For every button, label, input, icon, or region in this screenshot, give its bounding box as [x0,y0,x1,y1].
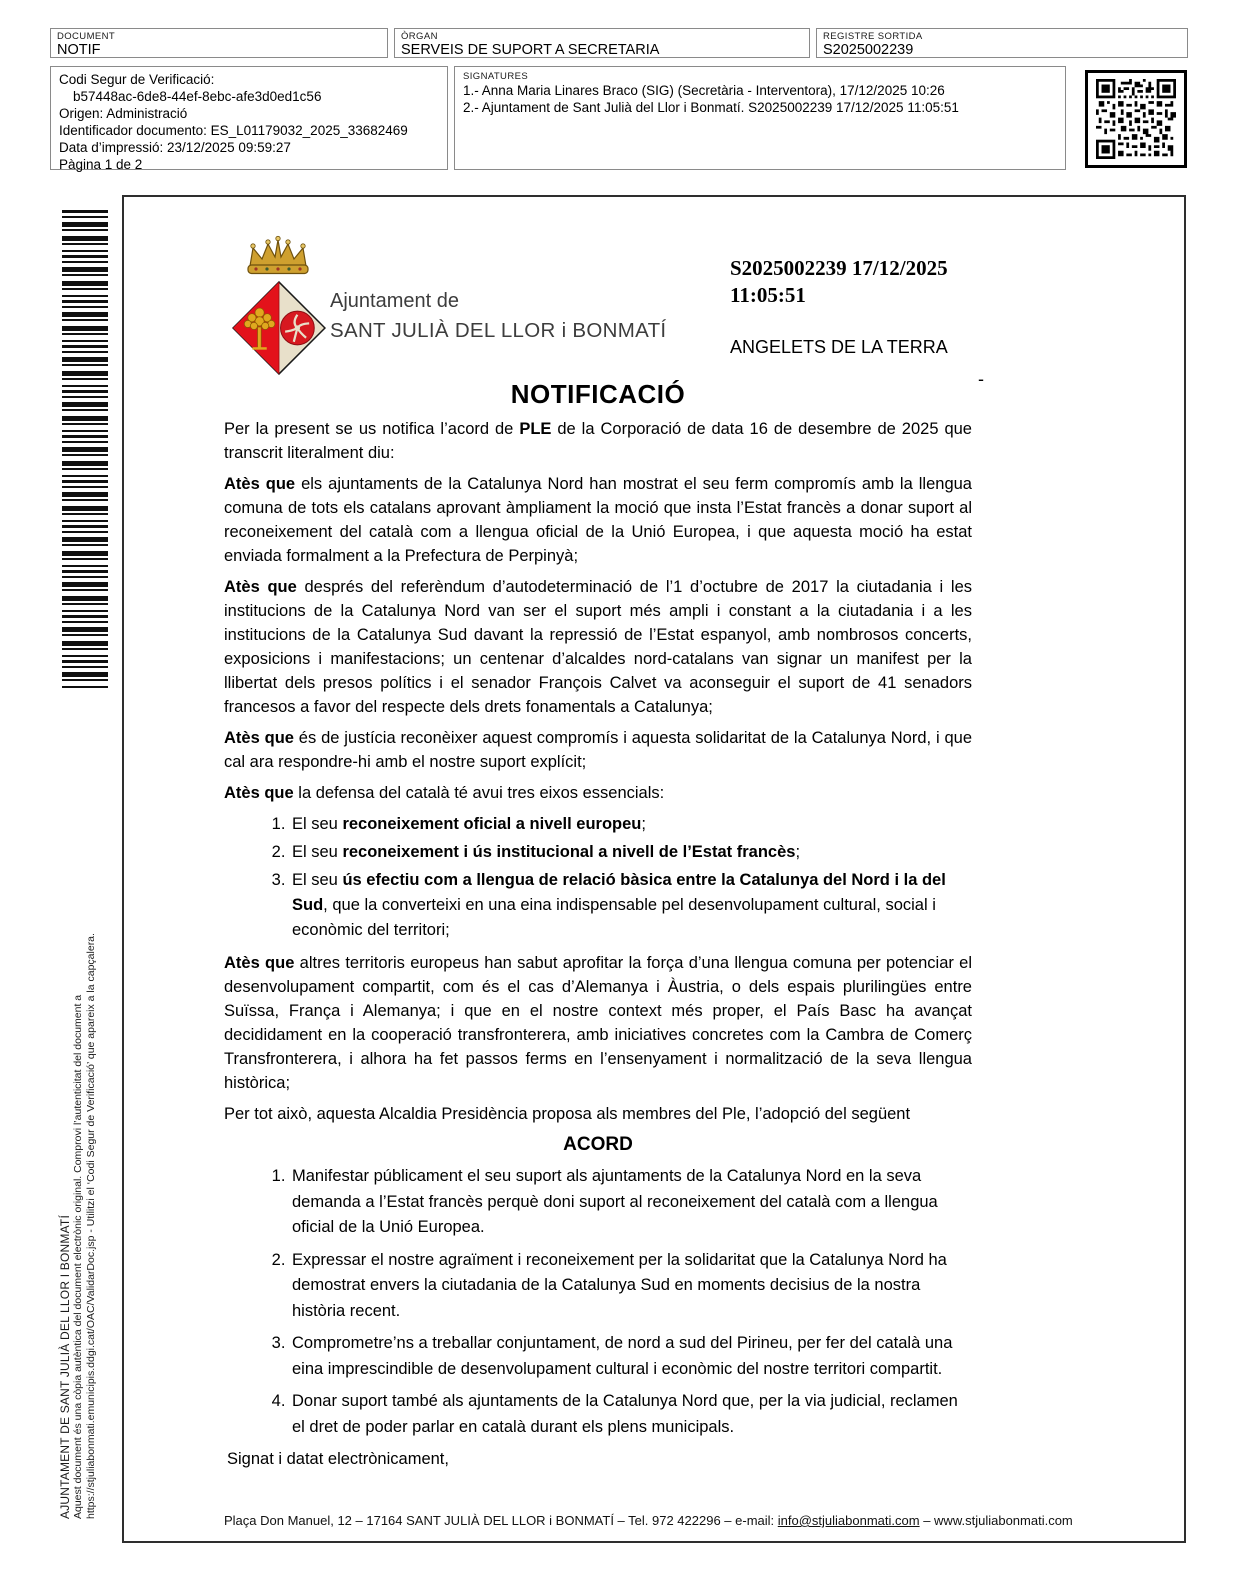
sidebar-org-name: AJUNTAMENT DE SANT JULIÀ DEL LLOR I BONMATÍ [58,1215,72,1519]
acord-item-1: 1. Manifestar públicament el seu suport als ajuntaments de la Catalunya Nord en la seva demanda a l’Estat francès perquè doni suport al reconeixement del català com a llengua oficial de la Unió Europea. [290,1164,972,1241]
eixos-item-2: 2. El seu reconeixement i ús institucional a nivell de l’Estat francès; [290,840,972,865]
barcode-icon [62,210,108,688]
email-link[interactable]: info@stjuliabonmati.com [777,1513,920,1528]
qr-code-box [1085,70,1187,168]
millstone-emblem [281,311,315,345]
paragraph-ates-5: Atès que altres territoris europeus han sabut aprofitar la força d’una llengua comuna per potenciar el desenvolupament compartit, com és el cas d’Alemanya i Àustria, o dels espais plurilingües entre Suïssa, França i Alemanya; i que en el nostre context més proper, el País Basc ha avançat decididament en la cooperació transfronterera, amb iniciatives concretes com la Cambra de Comerç Transfronterera, i alhora ha fet passos ferms en l’ensenyament i normalització de la seva llengua històrica; [224,954,972,1092]
paragraph-per-tot: Per tot això, aquesta Alcaldia Presidència proposa als membres del Ple, l’adopció del següent [224,1105,911,1123]
acord-list [224,1164,972,1440]
acord-item-4: 4. Donar suport també als ajuntaments de la Catalunya Nord que, per la via judicial, reclamen el dret de poder parlar en català durant els plens municipals. [290,1389,972,1440]
eixos-list [224,812,972,943]
origin-line: Origen: Administració [59,106,188,121]
footer-website-text: – www.stjuliabonmati.com [919,1513,1073,1528]
registry-stamp: S2025002239 17/12/2025 11:05:51 [730,256,948,307]
org-name-line1: Ajuntament de [330,290,459,312]
document-type-label: DOCUMENT [57,31,116,42]
organ-value: SERVEIS DE SUPORT A SECRETARIA [401,42,660,58]
header-cell-organ [394,28,810,58]
organ-label: ÒRGAN [401,31,438,42]
acord-item-2: 2. Expressar el nostre agraïment i reconeixement per la solidaritat que la Catalunya Nord ha demostrat envers la ciutadania de la Catalunya Sud en moments decisius de la nostra història recent. [290,1248,972,1325]
qr-code-icon [1096,79,1176,159]
header-cell-registry [816,28,1188,58]
letterhead-org [330,289,666,343]
footer-address [224,1513,1164,1528]
document-title: NOTIFICACIÓ [510,379,686,409]
signature-line: 2.- Ajuntament de Sant Julià del Llor i Bonmatí. S2025002239 17/12/2025 11:05:51 [463,100,959,115]
signature-line: 1.- Anna Maria Linares Braco (SIG) (Secretària - Interventora), 17/12/2025 10:26 [463,83,945,98]
eixos-item-1: 1. El seu reconeixement oficial a nivell europeu; [290,812,972,837]
paragraph-ates-2: Atès que després del referèndum d’autodeterminació de l’1 d’octubre de 2017 la ciutadania i les institucions de la Catalunya Nord van ser el suport més ampli i constant a la ciutadania i a les institucions de la Catalunya Sud davant la repressió de l’Estat espanyol, amb nombrosos concerts, exposicions i manifestacions; un centenar d’alcaldes nord-catalans van signar un manifest per la llibertat dels presos polítics i el senador François Calvet va aconseguir el suport de 41 senadors francesos a favor del respecte dels drets fonamentals a Catalunya; [224,578,972,716]
header-cell-document [50,28,388,58]
paragraph-intro: Per la present se us notifica l’acord de PLE de la Corporació de data 16 de desembre de 2025 que transcrit literalment diu: [224,420,972,462]
paragraph-ates-1: Atès que els ajuntaments de la Catalunya Nord han mostrat el seu ferm compromís amb la llengua comuna de tots els catalans aprovant àmpliament la moció que insta l’Estat francès a donar suport al reconeixement del català com a llengua oficial de la Unió Europea, i que aquesta moció ha estat enviada formalment a la Prefectura de Perpinyà; [224,475,972,565]
verification-cell [50,66,448,170]
header-meta-row [50,28,1188,58]
acord-item-3: 3. Comprometre’ns a treballar conjuntament, de nord a sud del Pirineu, per fer del català una eina imprescindible de desenvolupament cultural i econòmic del nostre territori compartit. [290,1331,972,1382]
addressee-dash: - [978,369,984,389]
sidebar-authenticity-note: Aquest document és una còpia autèntica del document electrònic original. Comprovi l’autenticitat del document a [72,994,84,1519]
page-number-line: Pàgina 1 de 2 [59,157,143,172]
paragraph-ates-3: Atès que és de justícia reconèixer aquest compromís i aquesta solidaritat de la Catalunya Nord, i que cal ara respondre-hi amb el nostre suport explícit; [224,729,973,771]
eixos-item-3: 3. El seu ús efectiu com a llengua de relació bàsica entre la Catalunya del Nord i la del Sud, que la converteixi en una eina indispensable pel desenvolupament cultural, social i econòmic del territori; [290,868,972,943]
document-body [224,417,972,1478]
crown-icon [236,235,320,279]
identifier-line: Identificador documento: ES_L01179032_2025_33682469 [59,123,408,138]
acord-heading: ACORD [563,1134,633,1155]
addressee: ANGELETS DE LA TERRA [730,337,948,357]
verification-line: Codi Segur de Verificació: [59,72,215,87]
document-type-value: NOTIF [57,42,101,58]
signatures-cell [454,66,1066,170]
sidebar-validation-url: https://stjuliabonmati.emunicipis.ddgi.cat/OAC/ValidarDoc.jsp - Utilitzi el ‘Codi Segur de Verificació’ que apareix a la capçalera. [85,933,97,1519]
paragraph-ates-4: Atès que la defensa del català té avui tres eixos essencials: [224,784,665,802]
verification-code: b57448ac-6de8-44ef-8ebc-afe3d0ed1c56 [73,89,322,104]
signatures-label: SIGNATURES [463,71,529,82]
header-verification-row [50,66,1066,170]
document-frame [122,195,1186,1543]
registry-label: REGISTRE SORTIDA [823,31,923,42]
print-date-line: Data d’impressió: 23/12/2025 09:59:27 [59,140,291,155]
registry-value: S2025002239 [823,42,914,58]
coat-of-arms [232,281,326,375]
sidebar-legal-text [58,807,98,1519]
org-name-line2: SANT JULIÀ DEL LLOR i BONMATÍ [330,319,667,342]
footer-address-text: Plaça Don Manuel, 12 – 17164 SANT JULIÀ DEL LLOR i BONMATÍ – Tel. 972 422296 – e-mail: [224,1513,778,1528]
closing-line: Signat i datat electrònicament, [227,1450,449,1468]
